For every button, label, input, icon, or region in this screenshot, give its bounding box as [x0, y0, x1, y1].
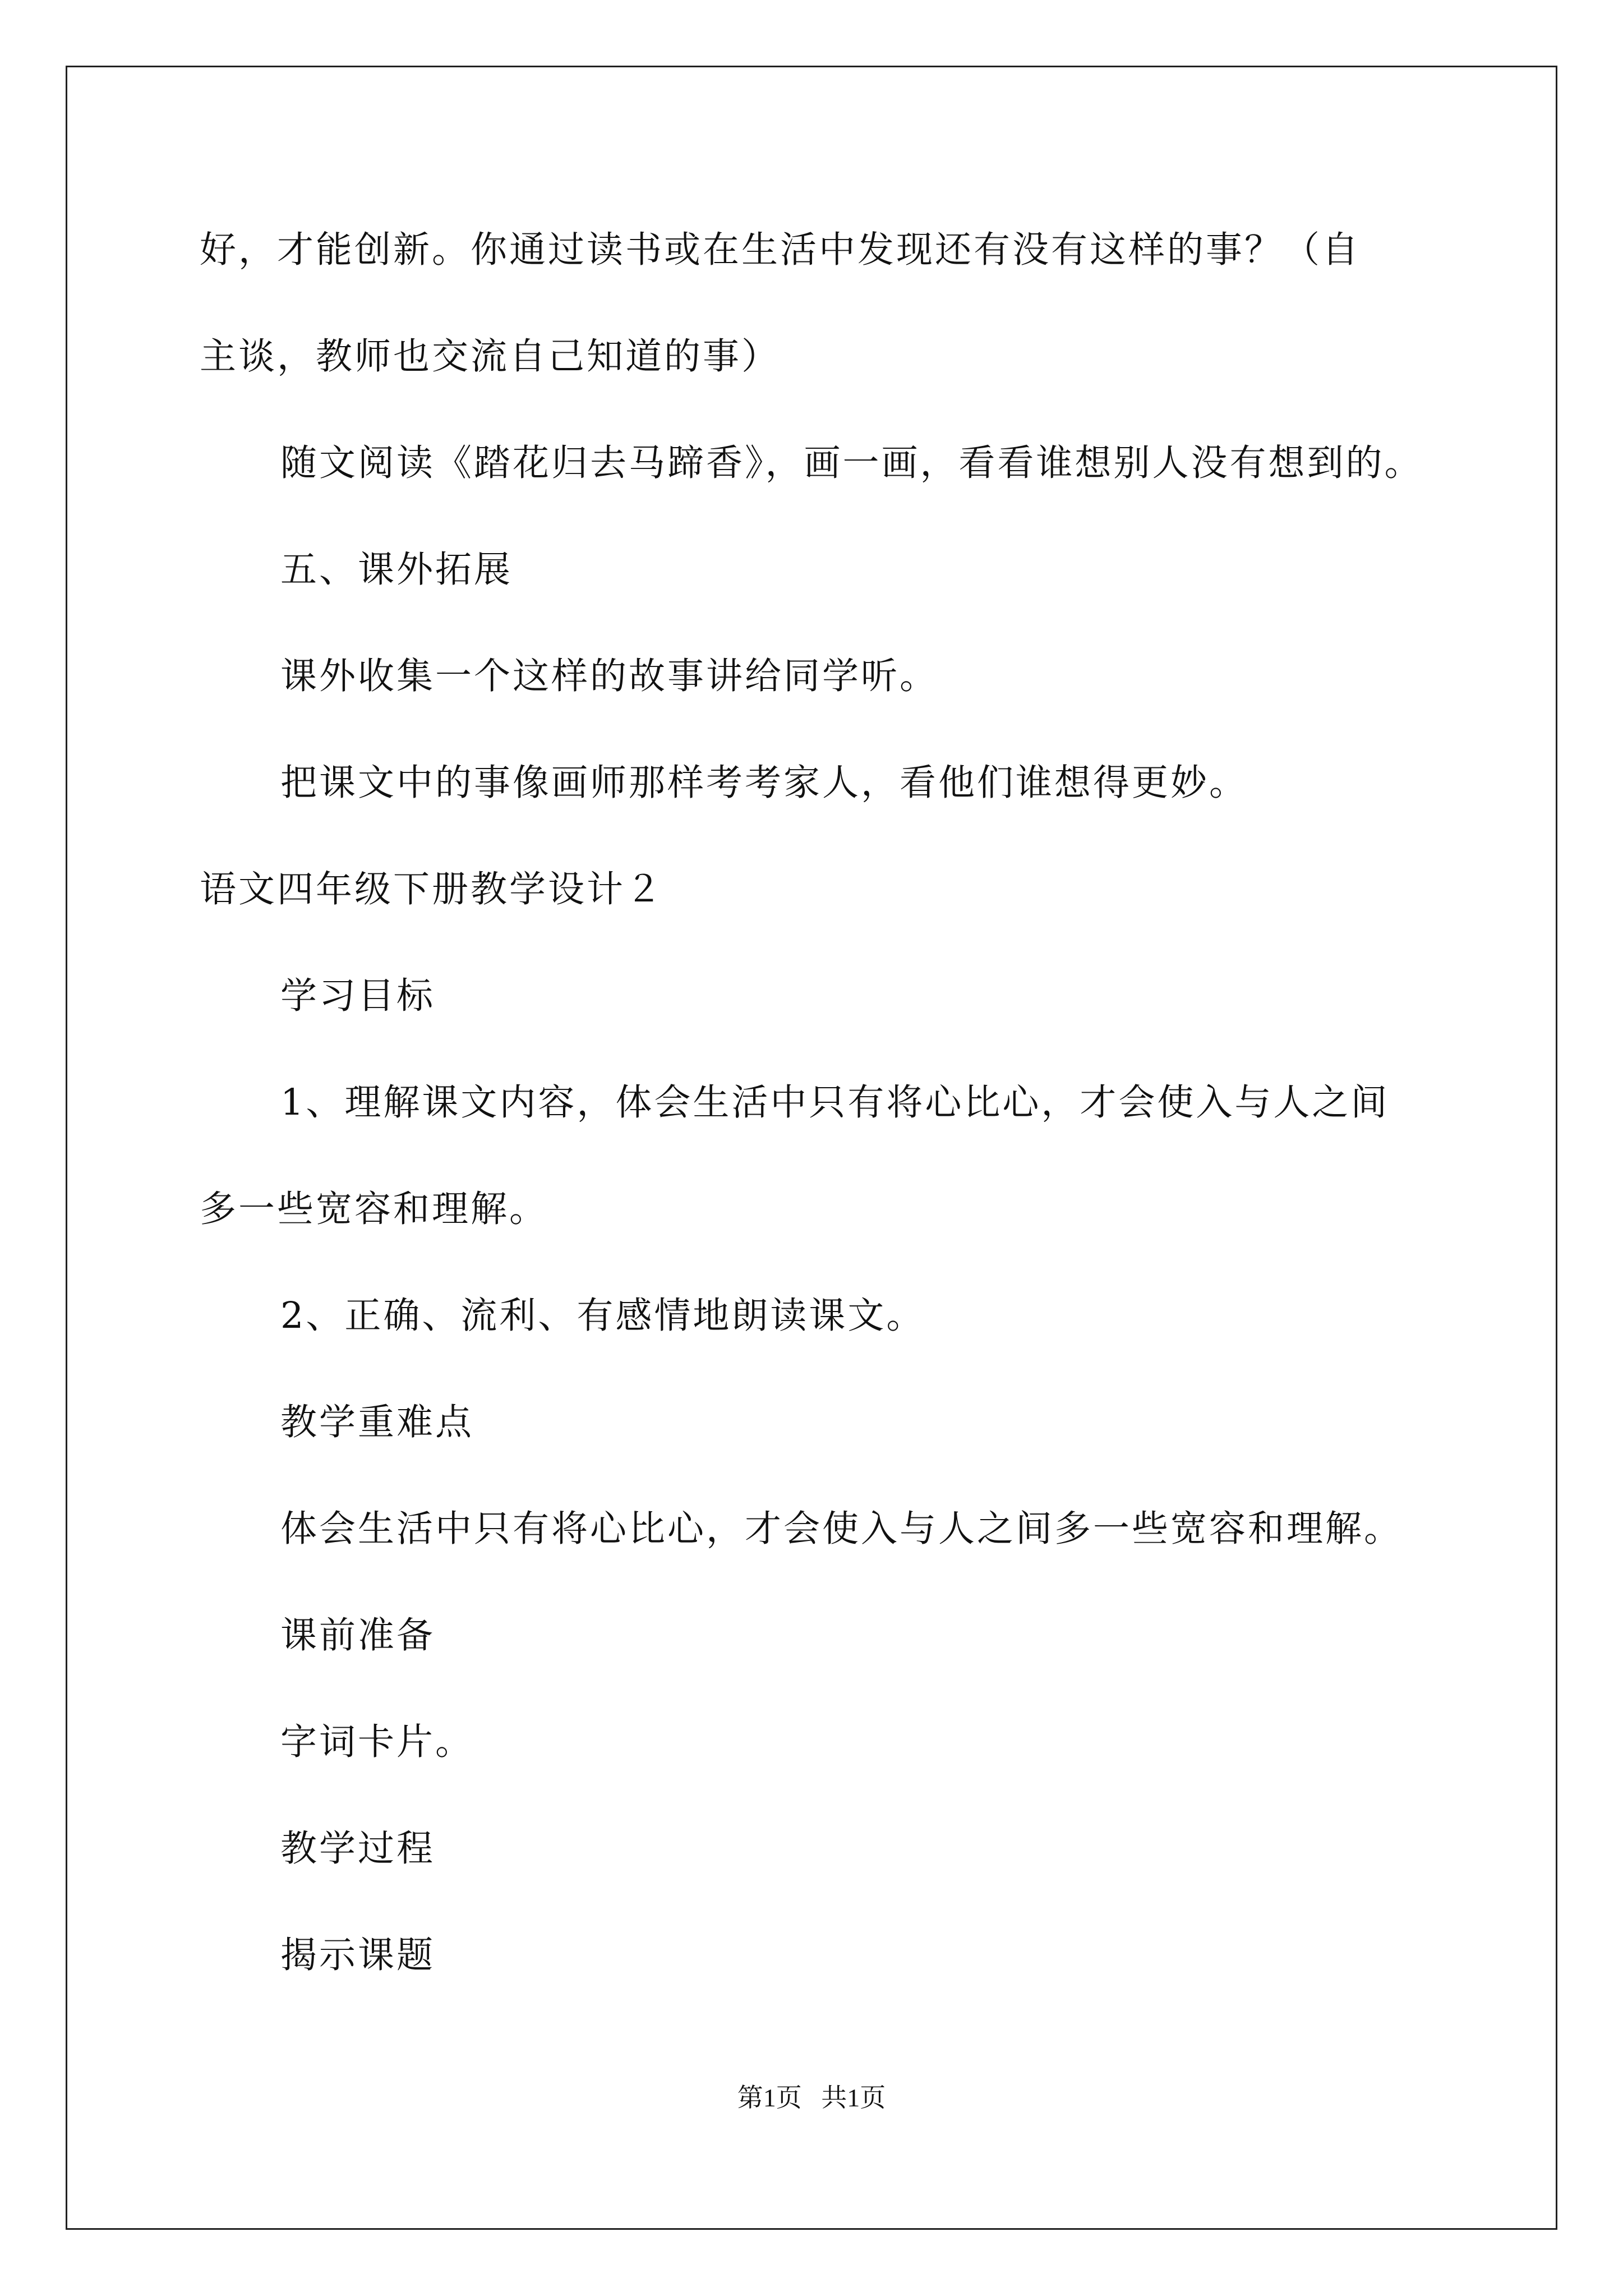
paragraph-line: 2、正确、流利、有感情地朗读课文。 [280, 1295, 925, 1337]
section-heading: 教学重难点 [280, 1401, 474, 1443]
section-heading: 五、课外拓展 [280, 549, 513, 591]
page-border [66, 66, 1557, 2230]
paragraph-line: 主谈，教师也交流自己知道的事） [200, 335, 781, 378]
paragraph-line: 把课文中的事像画师那样考考家人，看他们谁想得更妙。 [280, 762, 1248, 804]
section-heading: 学习目标 [280, 975, 436, 1017]
paragraph-line: 随文阅读《踏花归去马蹄香》，画一画，看看谁想别人没有想到的。 [280, 442, 1423, 484]
paragraph-line: 好，才能创新。你通过读书或在生活中发现还有没有这样的事？（自 [200, 229, 1361, 271]
section-heading: 教学过程 [280, 1828, 436, 1870]
section-heading: 课前准备 [280, 1614, 436, 1657]
paragraph-line: 字词卡片。 [280, 1721, 474, 1763]
paragraph-line: 体会生活中只有将心比心，才会使入与人之间多一些宽容和理解。 [280, 1508, 1403, 1550]
paragraph-line: 课外收集一个这样的故事讲给同学听。 [280, 655, 939, 697]
page-footer: 第1页 共1页 [737, 2083, 886, 2112]
paragraph-line: 1、理解课文内容，体会生活中只有将心比心，才会使入与人之间 [280, 1082, 1390, 1124]
document-heading: 语文四年级下册教学设计２ [200, 868, 665, 910]
paragraph-line: 多一些宽容和理解。 [200, 1188, 548, 1230]
paragraph-line: 揭示课题 [280, 1934, 436, 1976]
